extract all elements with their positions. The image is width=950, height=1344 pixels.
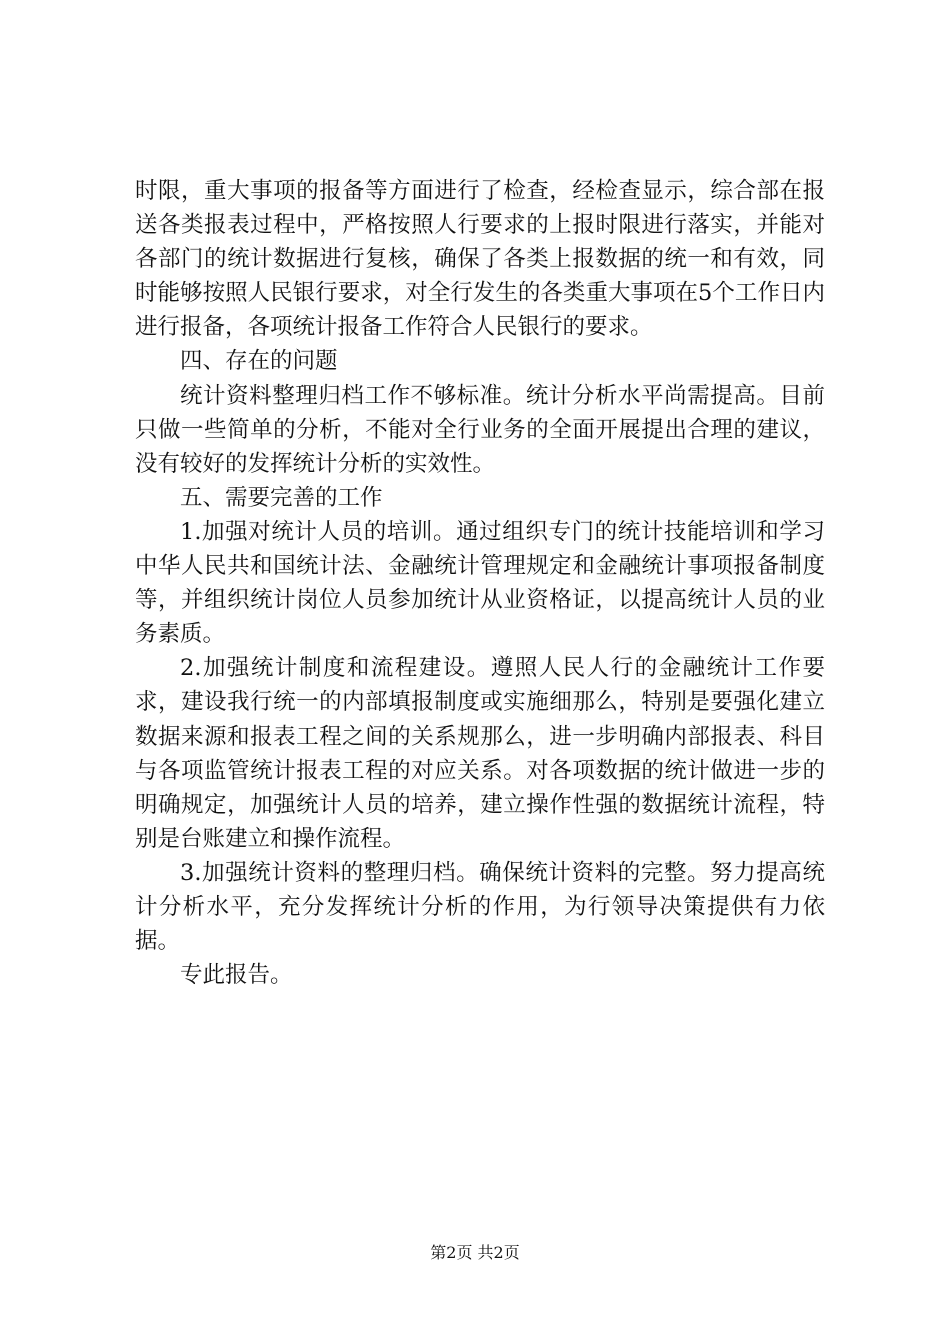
document-body bbox=[135, 174, 825, 992]
page-number-footer: 第2页 共2页 bbox=[430, 1243, 520, 1262]
paragraph-continuation: 时限，重大事项的报备等方面进行了检查，经检查显示，综合部在报送各类报表过程中，严格按照人行要求的上报时限进行落实，并能对各部门的统计数据进行复核，确保了各类上报数据的统一和有效，同时能够按照人民银行要求，对全行发生的各类重大事项在5个工作日内进行报备，各项统计报备工作符合人民银行的要求。 bbox=[135, 178, 825, 341]
paragraph-problems: 统计资料整理归档工作不够标准。统计分析水平尚需提高。目前只做一些简单的分析，不能对全行业务的全面开展提出合理的建议，没有较好的发挥统计分析的实效性。 bbox=[135, 382, 825, 477]
paragraph-item-2: 2.加强统计制度和流程建设。遵照人民人行的金融统计工作要求，建设我行统一的内部填报制度或实施细那么，特别是要强化建立数据来源和报表工程之间的关系规那么，进一步明确内部报表、科目与各项监管统计报表工程的对应关系。对各项数据的统计做进一步的明确规定，加强统计人员的培养，建立操作性强的数据统计流程，特别是台账建立和操作流程。 bbox=[135, 655, 825, 852]
section-heading-problems: 四、存在的问题 bbox=[180, 348, 338, 375]
closing-line: 专此报告。 bbox=[180, 962, 293, 989]
section-heading-improvements: 五、需要完善的工作 bbox=[180, 484, 383, 511]
paragraph-item-1: 1.加强对统计人员的培训。通过组织专门的统计技能培训和学习中华人民共和国统计法、金融统计管理规定和金融统计事项报备制度等，并组织统计岗位人员参加统计从业资格证，以提高统计人员的业务素质。 bbox=[135, 518, 825, 648]
paragraph-item-3: 3.加强统计资料的整理归档。确保统计资料的完整。努力提高统计分析水平，充分发挥统计分析的作用，为行领导决策提供有力依据。 bbox=[135, 859, 825, 955]
